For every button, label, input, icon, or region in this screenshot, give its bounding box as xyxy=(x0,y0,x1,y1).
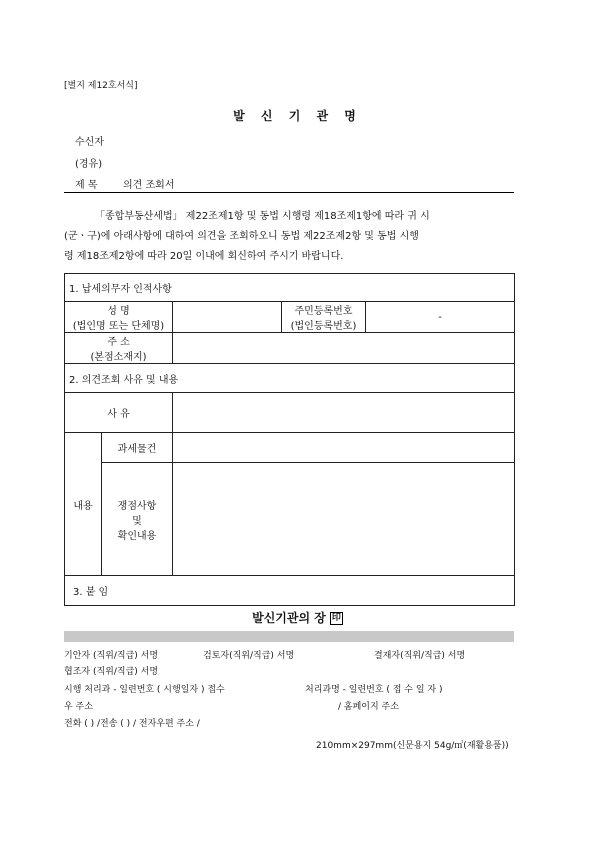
seal-title-row xyxy=(0,609,595,626)
reviewer-line: 검토자(직위/직급) 서명 xyxy=(203,651,295,661)
body-line-2: (군ㆍ구)에 아래사항에 대하여 의견을 조회하오니 동법 제22조제2항 및 동법 시행 xyxy=(64,231,419,242)
address-label: 주 소 (본점소재지) xyxy=(65,333,173,364)
body-line-3: 령 제18조제2항에 따라 20일 이내에 회신하여 주시기 바랍니다. xyxy=(64,251,344,262)
address-line: 우 주소 xyxy=(64,702,93,712)
seal-icon: 印 xyxy=(331,613,341,623)
enforcement-line: 시행 처리과 - 일련번호 ( 시행일자 ) 접수 xyxy=(64,685,225,695)
document-title: 발 신 기 관 명 xyxy=(233,109,362,123)
via-label: (경유) xyxy=(75,159,103,170)
subject-value: 의견 조회서 xyxy=(123,180,175,191)
subject-label: 제 목 xyxy=(75,180,98,191)
taxable-object-label: 과세물건 xyxy=(102,433,173,463)
issue-value[interactable] xyxy=(173,463,515,576)
approver-line: 결재자(직위/직급) 서명 xyxy=(374,651,466,661)
contact-line: 전화 ( ) /전송 ( ) / 전자우편 주소 / xyxy=(64,719,200,729)
issuing-head-title: 발신기관의 장 xyxy=(252,611,326,625)
name-value[interactable] xyxy=(173,302,282,333)
inquiry-table xyxy=(64,273,515,606)
section-2-header: 2. 의견조회 사유 및 내용 xyxy=(65,364,515,393)
section-3-attachment: 3. 붙 임 xyxy=(65,576,515,606)
collaborator-line: 협조자 (직위/직급) 서명 xyxy=(64,667,159,677)
section-1-header: 1. 납세의무자 인적사항 xyxy=(65,274,515,302)
id-number-value[interactable]: - xyxy=(366,302,515,333)
reason-value[interactable] xyxy=(173,393,515,433)
form-number: [별지 제12호서식] xyxy=(64,81,138,91)
recipient-label: 수신자 xyxy=(75,137,104,148)
id-number-label: 주민등록번호 (법인등록번호) xyxy=(282,302,366,333)
receipt-line: 처리과명 - 일련번호 ( 접 수 일 자 ) xyxy=(305,685,443,695)
body-line-1: 「종합부동산세법」 제22조제1항 및 동법 시행령 제18조제1항에 따라 귀 시 xyxy=(95,211,430,222)
address-value[interactable] xyxy=(173,333,515,364)
header-divider xyxy=(64,192,514,193)
name-label: 성 명 (법인명 또는 단체명) xyxy=(65,302,173,333)
issue-label: 쟁점사항 및 확인내용 xyxy=(102,463,173,576)
reason-label: 사 유 xyxy=(65,393,173,433)
content-label: 내용 xyxy=(65,433,102,576)
footer-shade-bar xyxy=(64,631,514,642)
homepage-line: / 홈페이지 주소 xyxy=(338,702,399,712)
taxable-object-value[interactable] xyxy=(173,433,515,463)
paper-spec: 210mm×297mm(신문용지 54g/㎡(재활용품)) xyxy=(316,741,509,751)
drafter-line: 기안자 (직위/직급) 서명 xyxy=(64,651,159,661)
